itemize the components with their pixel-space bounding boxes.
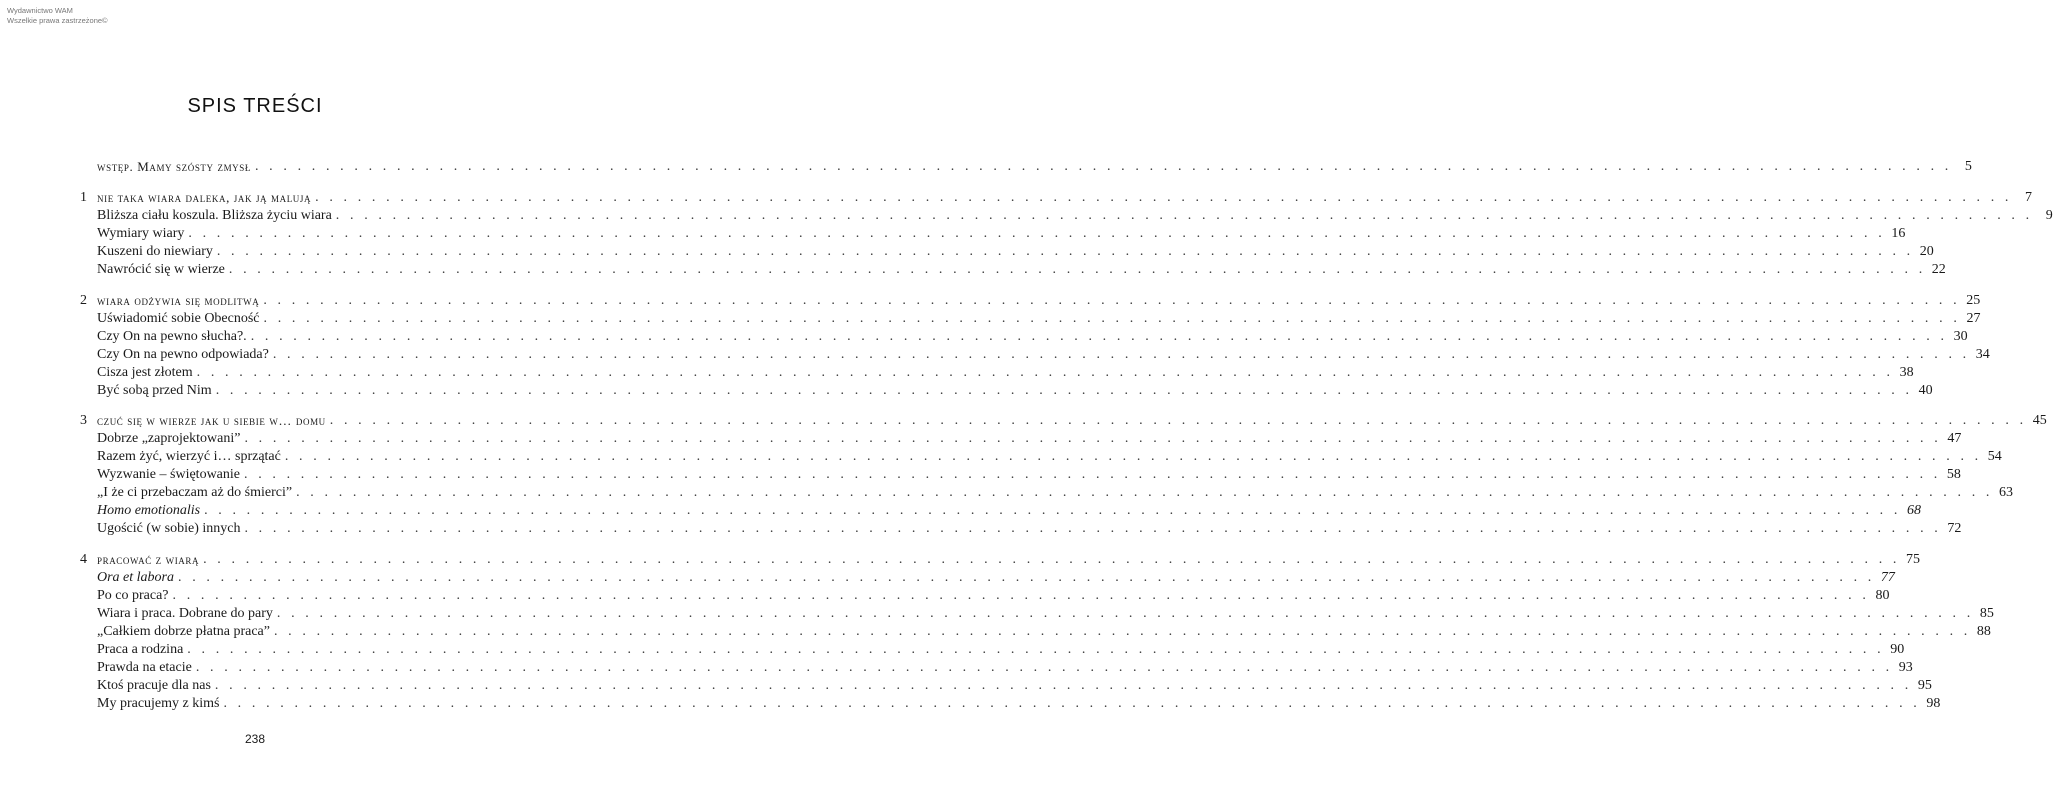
page-number: 238: [244, 732, 266, 746]
toc-entry: [80, 382, 1933, 400]
toc-chapter: [80, 189, 2053, 279]
toc-entry: [80, 641, 1905, 659]
dot-leader: . . . . . . . . . . . . . . . . . . . . . . . . . . . . . . . . . . . . . . . . . . . . . . . . . . . . . . . . . . . . . . . . . . . . . . . . . . . . . . . . . . . . . . . . . . . . . . . . . . . . . . . . . . . . . . . . . . . . . . . .: [263, 310, 1961, 326]
toc-entry-title: czuć się w wierze jak u siebie w… domu: [97, 413, 326, 429]
toc-entry-title: Wiara i praca. Dobrane do pary: [97, 606, 273, 622]
toc-entry-title: Ktoś pracuje dla nas: [97, 678, 211, 694]
dot-leader: . . . . . . . . . . . . . . . . . . . . . . . . . . . . . . . . . . . . . . . . . . . . . . . . . . . . . . . . . . . . . . . . . . . . . . . . . . . . . . . . . . . . . . . . . . . . . . . . . . . . . . . . . . . . . . . . . . . . . . . .: [178, 570, 1875, 586]
toc-entry-title: Wymiary wiary: [97, 225, 185, 241]
dot-leader: . . . . . . . . . . . . . . . . . . . . . . . . . . . . . . . . . . . . . . . . . . . . . . . . . . . . . . . . . . . . . . . . . . . . . . . . . . . . . . . . . . . . . . . . . . . . . . . . . . . . . . . . . . . . . . . . . . . . . . . .: [244, 431, 1942, 447]
toc-entry-title: Nawrócić się w wierze: [97, 261, 225, 277]
toc-entry-page: 68: [1906, 503, 1921, 519]
toc-entry-title: Ugościć (w sobie) innych: [97, 521, 241, 537]
chapter-number: 1: [80, 189, 87, 205]
toc-entry: [80, 364, 1914, 382]
toc-entry-title: Homo emotionalis: [97, 503, 201, 519]
chapter-number: 2: [80, 292, 87, 308]
table-of-contents: [80, 158, 2053, 726]
toc-entry-title: Prawda na etacie: [97, 660, 192, 676]
toc-entry-page: 58: [1946, 467, 1961, 483]
watermark: [7, 6, 108, 25]
toc-chapter-heading: [80, 412, 2047, 430]
toc-entry-page: 45: [2032, 413, 2047, 429]
toc-entry-page: 80: [1875, 588, 1890, 604]
toc-entry-title: „Całkiem dobrze płatna praca”: [97, 624, 270, 640]
dot-leader: . . . . . . . . . . . . . . . . . . . . . . . . . . . . . . . . . . . . . . . . . . . . . . . . . . . . . . . . . . . . . . . . . . . . . . . . . . . . . . . . . . . . . . . . . . . . . . . . . . . . . . . . . . . . . . . . . . . . . . . .: [196, 364, 1894, 380]
chapter-number: 4: [80, 552, 87, 568]
toc-entry: [80, 587, 1890, 605]
toc-chapter-heading: [80, 292, 1981, 310]
toc-entry-page: 9: [2045, 207, 2053, 223]
toc-chapter-heading: [80, 551, 1921, 569]
toc-entry-page: 5: [1964, 159, 1972, 174]
toc-entry-page: 40: [1918, 382, 1933, 398]
toc-entry-title: Razem żyć, wierzyć i… sprzątać: [97, 449, 281, 465]
dot-leader: . . . . . . . . . . . . . . . . . . . . . . . . . . . . . . . . . . . . . . . . . . . . . . . . . . . . . . . . . . . . . . . . . . . . . . . . . . . . . . . . . . . . . . . . . . . . . . . . . . . . . . . . . . . . . . . . . . . . . . . .: [315, 189, 2013, 205]
toc-entry-page: 85: [1979, 606, 1994, 622]
toc-entry-page: 25: [1966, 292, 1981, 308]
page-title: SPIS TREŚCI: [187, 95, 323, 117]
toc-entry: [80, 695, 1941, 713]
toc-chapter-heading: [80, 189, 2033, 207]
toc-entry-title: Czy On na pewno słucha?.: [97, 328, 247, 344]
toc-entry-page: 7: [2025, 189, 2033, 205]
toc-entry-page: 38: [1899, 364, 1914, 380]
toc-entry-page: 75: [1906, 552, 1921, 568]
toc-entry-page: 54: [1987, 449, 2002, 465]
dot-leader: . . . . . . . . . . . . . . . . . . . . . . . . . . . . . . . . . . . . . . . . . . . . . . . . . . . . . . . . . . . . . . . . . . . . . . . . . . . . . . . . . . . . . . . . . . . . . . . . . . . . . . . . . . . . . . . . . . . . . . . .: [244, 467, 1941, 483]
dot-leader: . . . . . . . . . . . . . . . . . . . . . . . . . . . . . . . . . . . . . . . . . . . . . . . . . . . . . . . . . . . . . . . . . . . . . . . . . . . . . . . . . . . . . . . . . . . . . . . . . . . . . . . . . . . . . . . . . . . . . . . .: [203, 552, 1901, 568]
dot-leader: . . . . . . . . . . . . . . . . . . . . . . . . . . . . . . . . . . . . . . . . . . . . . . . . . . . . . . . . . . . . . . . . . . . . . . . . . . . . . . . . . . . . . . . . . . . . . . . . . . . . . . . . . . . . . . . . . . . . . . . .: [228, 261, 1926, 277]
toc-entry-title: wiara odżywia się modlitwą: [97, 292, 260, 308]
toc-entry-title: Być sobą przed Nim: [97, 382, 212, 398]
dot-leader: . . . . . . . . . . . . . . . . . . . . . . . . . . . . . . . . . . . . . . . . . . . . . . . . . . . . . . . . . . . . . . . . . . . . . . . . . . . . . . . . . . . . . . . . . . . . . . . . . . . . . . . . . . . . . . . . . . . . . . . .: [188, 225, 1886, 241]
toc-entry: [80, 484, 2013, 502]
toc-entry: [80, 605, 1994, 623]
toc-entry-page: 98: [1926, 696, 1941, 712]
toc-entry: [80, 520, 1962, 538]
dot-leader: . . . . . . . . . . . . . . . . . . . . . . . . . . . . . . . . . . . . . . . . . . . . . . . . . . . . . . . . . . . . . . . . . . . . . . . . . . . . . . . . . . . . . . . . . . . . . . . . . . . . . . . . . . . . . . . . . . . . . . . .: [172, 588, 1870, 604]
toc-chapter: [80, 412, 2047, 538]
toc-entry-page: 95: [1917, 678, 1932, 694]
toc-entry-page: 34: [1975, 346, 1990, 362]
toc-entry-page: 30: [1953, 328, 1968, 344]
toc-entry: [80, 659, 1913, 677]
toc-entry-title: nie taka wiara daleka, jak ją malują: [97, 189, 312, 205]
toc-chapter: [80, 551, 1994, 713]
toc-entry-title: Wyzwanie – świętowanie: [97, 467, 240, 483]
chapter-number: 3: [80, 413, 87, 429]
toc-entry-page: 20: [1919, 243, 1934, 259]
dot-leader: . . . . . . . . . . . . . . . . . . . . . . . . . . . . . . . . . . . . . . . . . . . . . . . . . . . . . . . . . . . . . . . . . . . . . . . . . . . . . . . . . . . . . . . . . . . . . . . . . . . . . . . . . . . . . . . . . . . . . . . .: [216, 243, 1914, 259]
dot-leader: . . . . . . . . . . . . . . . . . . . . . . . . . . . . . . . . . . . . . . . . . . . . . . . . . . . . . . . . . . . . . . . . . . . . . . . . . . . . . . . . . . . . . . . . . . . . . . . . . . . . . . . . . . . . . . . . . . . . . . . .: [254, 159, 1952, 174]
dot-leader: . . . . . . . . . . . . . . . . . . . . . . . . . . . . . . . . . . . . . . . . . . . . . . . . . . . . . . . . . . . . . . . . . . . . . . . . . . . . . . . . . . . . . . . . . . . . . . . . . . . . . . . . . . . . . . . . . . . . . . . .: [284, 449, 1982, 465]
dot-leader: . . . . . . . . . . . . . . . . . . . . . . . . . . . . . . . . . . . . . . . . . . . . . . . . . . . . . . . . . . . . . . . . . . . . . . . . . . . . . . . . . . . . . . . . . . . . . . . . . . . . . . . . . . . . . . . . . . . . . . . .: [223, 696, 1921, 712]
toc-entry: [80, 448, 2002, 466]
dot-leader: . . . . . . . . . . . . . . . . . . . . . . . . . . . . . . . . . . . . . . . . . . . . . . . . . . . . . . . . . . . . . . . . . . . . . . . . . . . . . . . . . . . . . . . . . . . . . . . . . . . . . . . . . . . . . . . . . . . . . . . .: [187, 642, 1885, 658]
toc-entry: [80, 502, 1921, 520]
toc-entry: [80, 623, 1991, 641]
toc-entry-title: Dobrze „zaprojektowani”: [97, 431, 241, 447]
dot-leader: . . . . . . . . . . . . . . . . . . . . . . . . . . . . . . . . . . . . . . . . . . . . . . . . . . . . . . . . . . . . . . . . . . . . . . . . . . . . . . . . . . . . . . . . . . . . . . . . . . . . . . . . . . . . . . . . . . . . . . . .: [272, 346, 1970, 362]
dot-leader: . . . . . . . . . . . . . . . . . . . . . . . . . . . . . . . . . . . . . . . . . . . . . . . . . . . . . . . . . . . . . . . . . . . . . . . . . . . . . . . . . . . . . . . . . . . . . . . . . . . . . . . . . . . . . . . . . . . . . . . .: [244, 521, 1942, 537]
toc-entry-title: wstęp. Mamy szósty zmysł: [97, 159, 251, 174]
toc-entry: [80, 207, 2053, 225]
toc-entry: [80, 569, 1895, 587]
toc-entry: [80, 261, 1946, 279]
toc-chapter-heading: [80, 158, 1972, 176]
toc-entry-page: 93: [1898, 660, 1913, 676]
dot-leader: . . . . . . . . . . . . . . . . . . . . . . . . . . . . . . . . . . . . . . . . . . . . . . . . . . . . . . . . . . . . . . . . . . . . . . . . . . . . . . . . . . . . . . . . . . . . . . . . . . . . . . . . . . . . . . . . . . . . . . . .: [250, 328, 1948, 344]
toc-entry-title: My pracujemy z kimś: [97, 696, 220, 712]
toc-entry: [80, 677, 1932, 695]
toc-entry-title: Bliższa ciału koszula. Bliższa życiu wiara: [97, 207, 332, 223]
dot-leader: . . . . . . . . . . . . . . . . . . . . . . . . . . . . . . . . . . . . . . . . . . . . . . . . . . . . . . . . . . . . . . . . . . . . . . . . . . . . . . . . . . . . . . . . . . . . . . . . . . . . . . . . . . . . . . . . . . . . . . . .: [296, 485, 1993, 501]
toc-entry-page: 47: [1947, 431, 1962, 447]
toc-entry-title: Po co praca?: [97, 588, 169, 604]
dot-leader: . . . . . . . . . . . . . . . . . . . . . . . . . . . . . . . . . . . . . . . . . . . . . . . . . . . . . . . . . . . . . . . . . . . . . . . . . . . . . . . . . . . . . . . . . . . . . . . . . . . . . . . . . . . . . . . . . . . . . . . .: [204, 503, 1901, 519]
watermark-copyright: Wszelkie prawa zastrzeżone©: [7, 15, 108, 25]
toc-entry-title: Cisza jest złotem: [97, 364, 193, 380]
toc-entry-page: 63: [1999, 485, 2013, 501]
dot-leader: . . . . . . . . . . . . . . . . . . . . . . . . . . . . . . . . . . . . . . . . . . . . . . . . . . . . . . . . . . . . . . . . . . . . . . . . . . . . . . . . . . . . . . . . . . . . . . . . . . . . . . . . . . . . . . . . . . . . . . . .: [215, 382, 1913, 398]
toc-entry-title: Uświadomić sobie Obecność: [97, 310, 260, 326]
toc-entry-page: 22: [1931, 261, 1946, 277]
toc-entry-page: 72: [1947, 521, 1962, 537]
watermark-publisher: Wydawnictwo WAM: [7, 6, 73, 15]
dot-leader: . . . . . . . . . . . . . . . . . . . . . . . . . . . . . . . . . . . . . . . . . . . . . . . . . . . . . . . . . . . . . . . . . . . . . . . . . . . . . . . . . . . . . . . . . . . . . . . . . . . . . . . . . . . . . . . . . . . . . . . .: [273, 624, 1971, 640]
toc-entry-page: 90: [1890, 642, 1905, 658]
toc-entry: [80, 328, 1968, 346]
toc-entry-page: 16: [1891, 225, 1906, 241]
toc-entry: [80, 243, 1934, 261]
toc-entry-title: Kuszeni do niewiary: [97, 243, 213, 259]
toc-entry: [80, 346, 1990, 364]
toc-entry-title: Praca a rodzina: [97, 642, 184, 658]
dot-leader: . . . . . . . . . . . . . . . . . . . . . . . . . . . . . . . . . . . . . . . . . . . . . . . . . . . . . . . . . . . . . . . . . . . . . . . . . . . . . . . . . . . . . . . . . . . . . . . . . . . . . . . . . . . . . . . . . . . . . . . .: [195, 660, 1893, 676]
toc-entry-page: 27: [1966, 310, 1981, 326]
dot-leader: . . . . . . . . . . . . . . . . . . . . . . . . . . . . . . . . . . . . . . . . . . . . . . . . . . . . . . . . . . . . . . . . . . . . . . . . . . . . . . . . . . . . . . . . . . . . . . . . . . . . . . . . . . . . . . . . . . . . . . . .: [335, 207, 2033, 223]
toc-entry-page: 88: [1976, 624, 1991, 640]
toc-entry-title: Czy On na pewno odpowiada?: [97, 346, 269, 362]
toc-entry: [80, 310, 1981, 328]
toc-chapter: [80, 158, 1972, 176]
toc-entry: [80, 225, 1906, 243]
dot-leader: . . . . . . . . . . . . . . . . . . . . . . . . . . . . . . . . . . . . . . . . . . . . . . . . . . . . . . . . . . . . . . . . . . . . . . . . . . . . . . . . . . . . . . . . . . . . . . . . . . . . . . . . . . . . . . . . . . . . . . . .: [263, 292, 1961, 308]
toc-entry-title: „I że ci przebaczam aż do śmierci”: [97, 485, 293, 501]
dot-leader: . . . . . . . . . . . . . . . . . . . . . . . . . . . . . . . . . . . . . . . . . . . . . . . . . . . . . . . . . . . . . . . . . . . . . . . . . . . . . . . . . . . . . . . . . . . . . . . . . . . . . . . . . . . . . . . . . . . . . . . .: [276, 606, 1974, 622]
toc-entry-page: 77: [1880, 570, 1895, 586]
toc-entry: [80, 430, 1962, 448]
toc-entry-title: pracować z wiarą: [97, 552, 200, 568]
toc-chapter: [80, 292, 1990, 400]
dot-leader: . . . . . . . . . . . . . . . . . . . . . . . . . . . . . . . . . . . . . . . . . . . . . . . . . . . . . . . . . . . . . . . . . . . . . . . . . . . . . . . . . . . . . . . . . . . . . . . . . . . . . . . . . . . . . . . . . . . . . . . .: [214, 678, 1912, 694]
toc-entry: [80, 466, 1961, 484]
dot-leader: . . . . . . . . . . . . . . . . . . . . . . . . . . . . . . . . . . . . . . . . . . . . . . . . . . . . . . . . . . . . . . . . . . . . . . . . . . . . . . . . . . . . . . . . . . . . . . . . . . . . . . . . . . . . . . . . . . . . . . . .: [329, 413, 2027, 429]
toc-entry-title: Ora et labora: [97, 570, 174, 586]
